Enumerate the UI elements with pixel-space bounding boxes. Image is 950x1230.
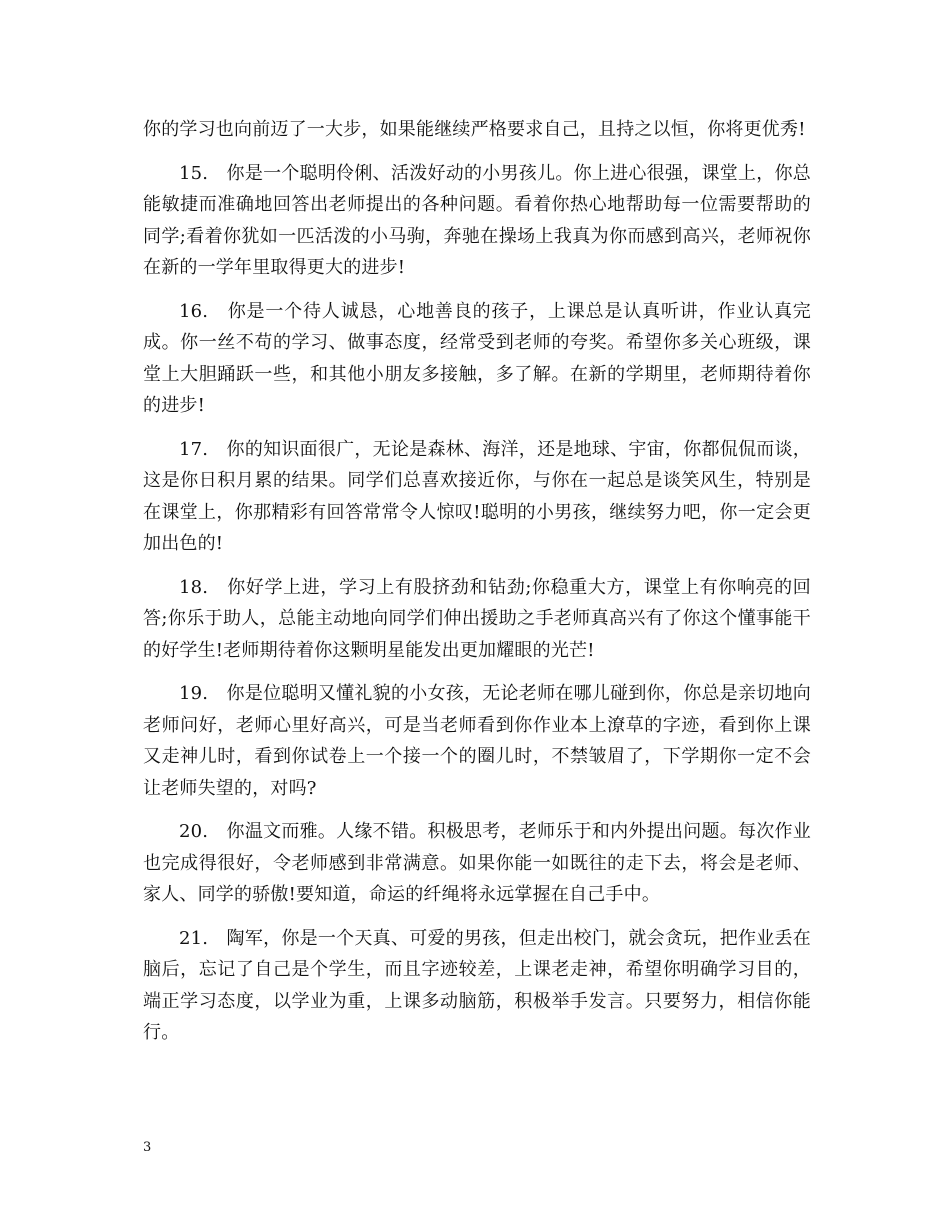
paragraph-17: 17. 你的知识面很广，无论是森林、海洋，还是地球、宇宙，你都侃侃而谈，这是你日积月累的结果。同学们总喜欢接近你，与你在一起总是谈笑风生，特别是在课堂上，你那精彩有回答常常令人惊叹!聪明的小男孩，继续努力吧，你一定会更加出色的!	[143, 438, 811, 554]
paragraph-15: 15. 你是一个聪明伶俐、活泼好动的小男孩儿。你上进心很强，课堂上，你总能敏捷而准确地回答出老师提出的各种问题。看着你热心地帮助每一位需要帮助的同学;看着你犹如一匹活泼的小马驹，奔驰在操场上我真为你而感到高兴，老师祝你在新的一学年里取得更大的进步!	[143, 162, 811, 278]
paragraph-16: 16. 你是一个待人诚恳，心地善良的孩子，上课总是认真听讲，作业认真完成。你一丝不苟的学习、做事态度，经常受到老师的夸奖。希望你多关心班级，课堂上大胆踊跃一些，和其他小朋友多接触，多了解。在新的学期里，老师期待着你的进步!	[143, 300, 811, 416]
paragraph-continued: 你的学习也向前迈了一大步，如果能继续严格要求自己，且持之以恒，你将更优秀!	[143, 119, 806, 140]
document-body	[143, 114, 811, 1061]
paragraph-21: 21. 陶军，你是一个天真、可爱的男孩，但走出校门，就会贪玩，把作业丢在脑后，忘记了自己是个学生，而且字迹较差，上课老走神，希望你明确学习目的，端正学习态度，以学业为重，上课多动脑筋，积极举手发言。只要努力，相信你能行。	[143, 927, 811, 1043]
page-number: 3	[143, 1140, 152, 1155]
paragraph-20: 20. 你温文而雅。人缘不错。积极思考，老师乐于和内外提出问题。每次作业也完成得很好，令老师感到非常满意。如果你能一如既往的走下去，将会是老师、家人、同学的骄傲!要知道，命运的纤绳将永远掌握在自己手中。	[143, 821, 811, 905]
paragraph-19: 19. 你是位聪明又懂礼貌的小女孩，无论老师在哪儿碰到你，你总是亲切地向老师问好，老师心里好高兴，可是当老师看到你作业本上潦草的字迹，看到你上课又走神儿时，看到你试卷上一个接一个的圈儿时，不禁皱眉了，下学期你一定不会让老师失望的，对吗?	[143, 683, 811, 799]
paragraph-18: 18. 你好学上进，学习上有股挤劲和钻劲;你稳重大方，课堂上有你响亮的回答;你乐于助人，总能主动地向同学们伸出援助之手老师真高兴有了你这个懂事能干的好学生!老师期待着你这颗明星能发出更加耀眼的光芒!	[143, 576, 811, 661]
